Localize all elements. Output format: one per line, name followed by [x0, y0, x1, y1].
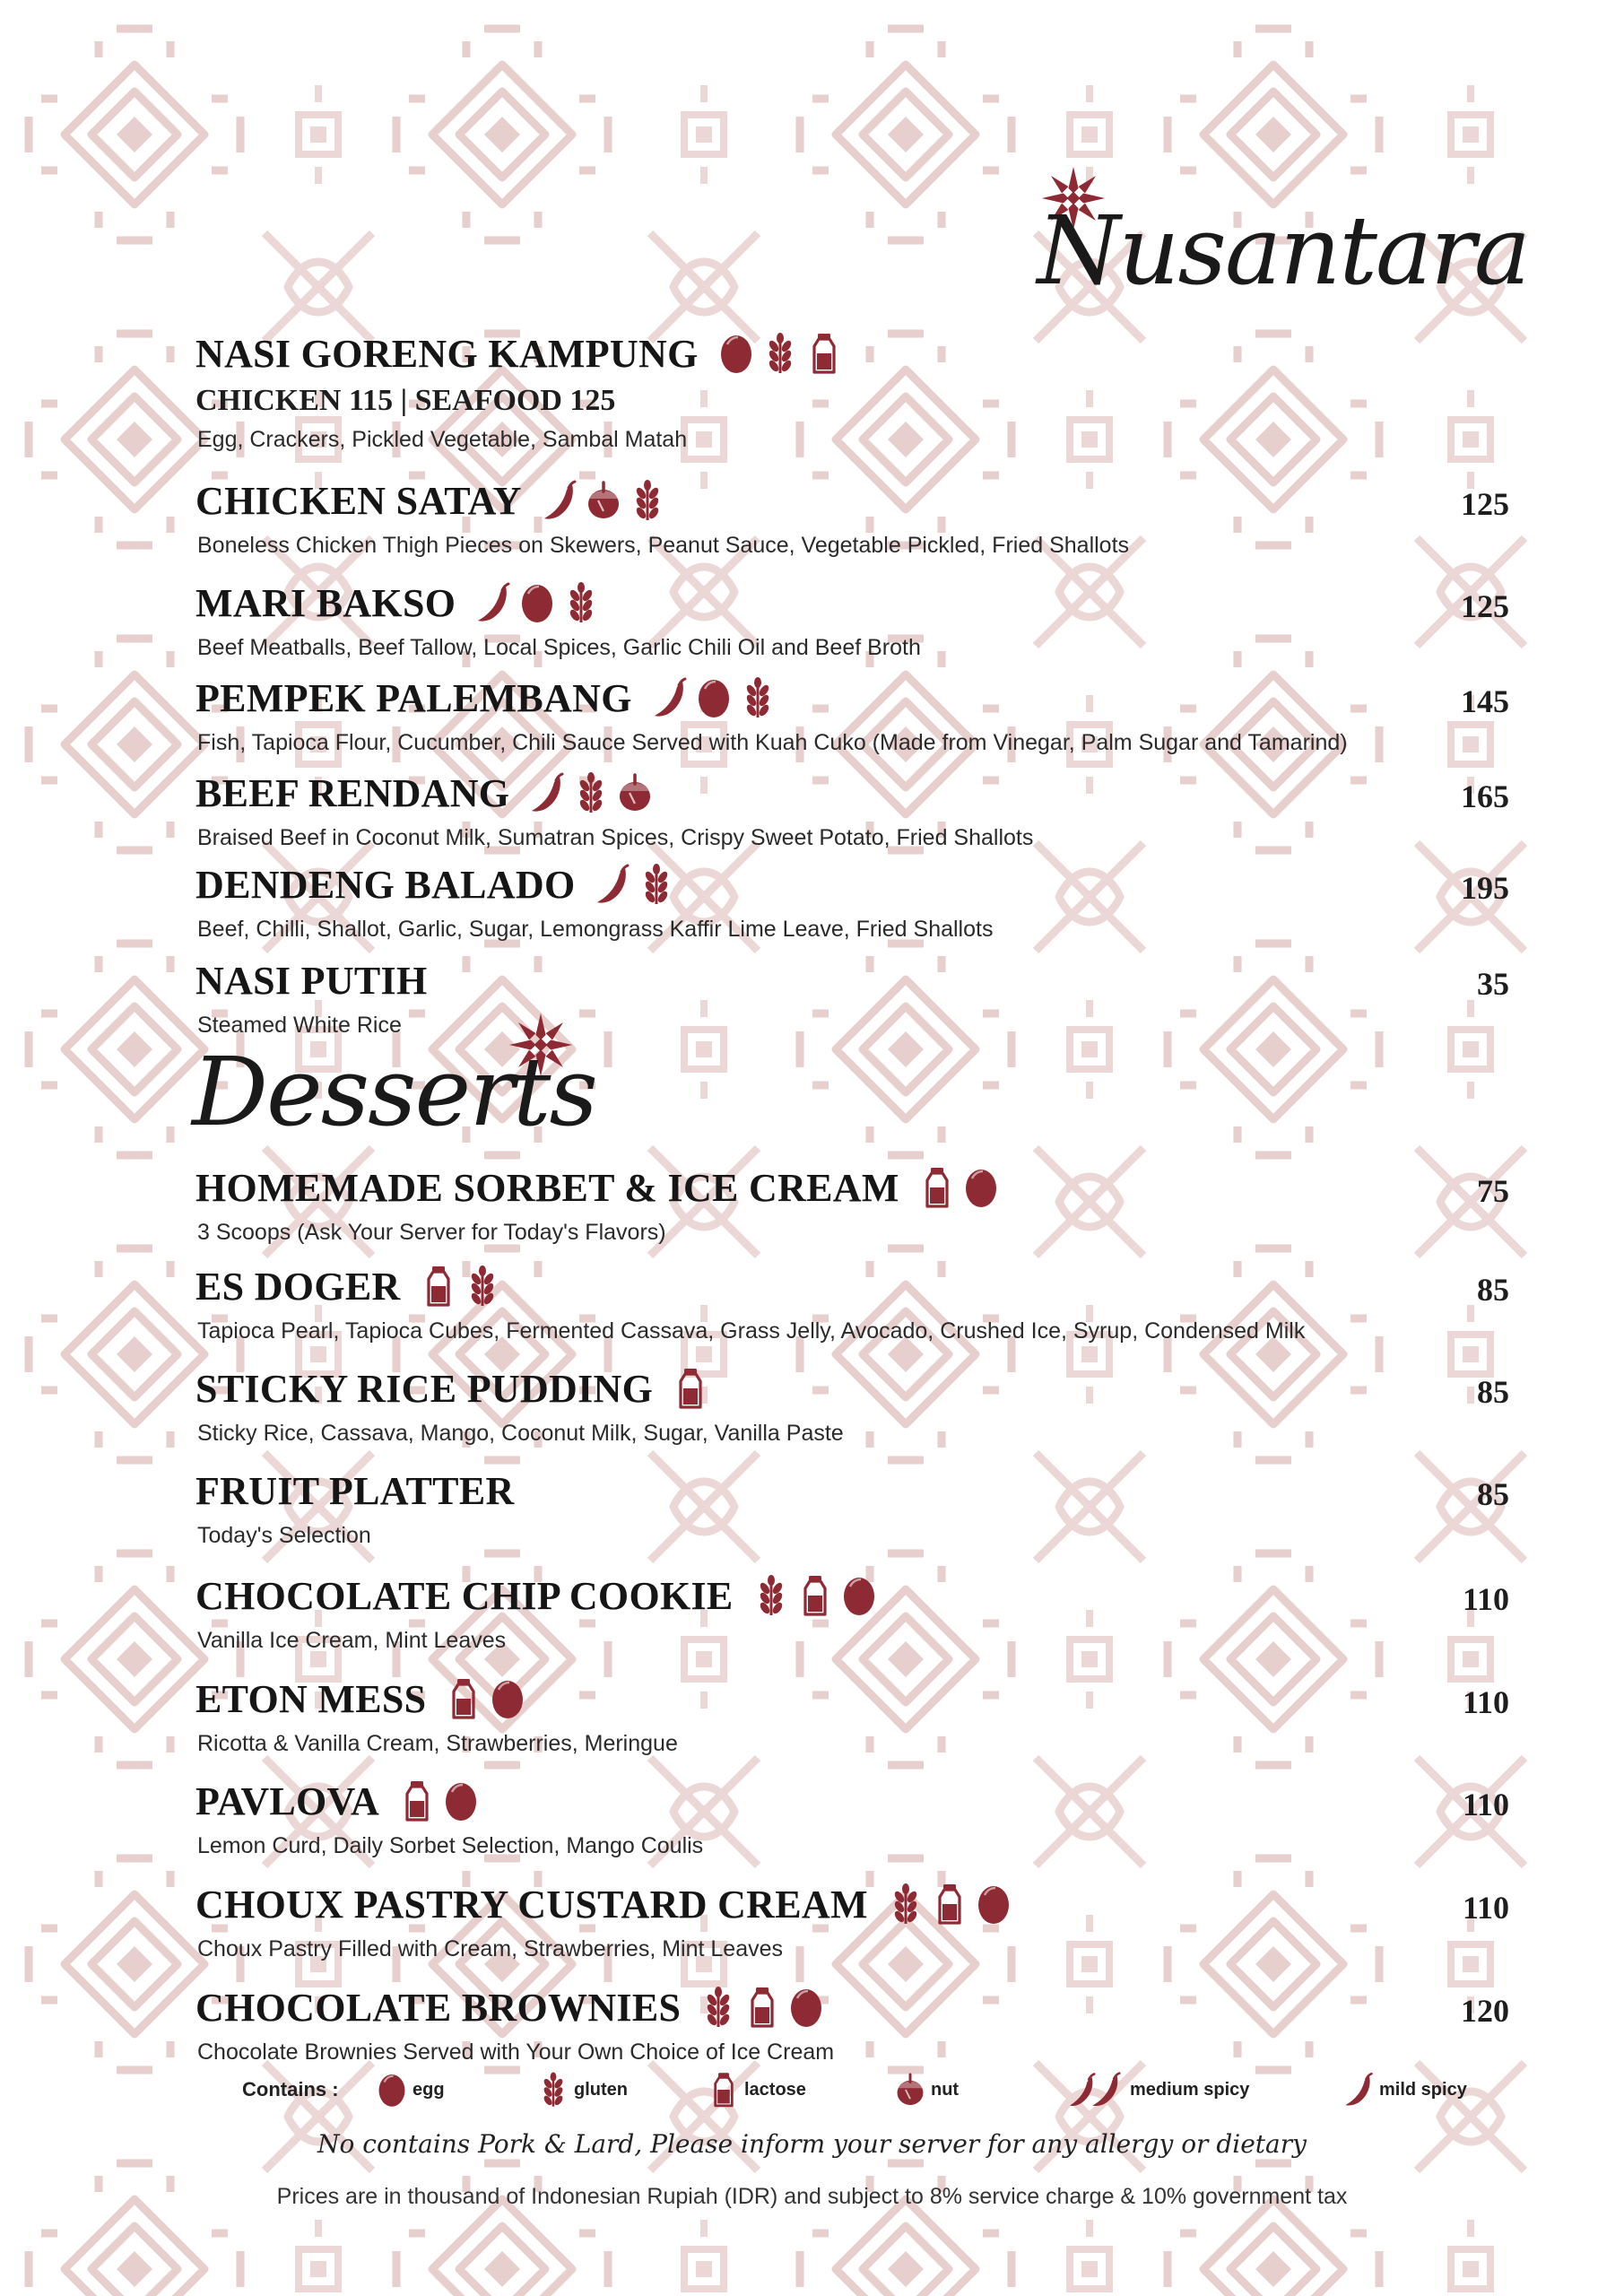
menu-item-description: Boneless Chicken Thigh Pieces on Skewers, Peanut Sauce, Vegetable Pickled, Fried Shallots	[197, 533, 1130, 558]
menu-item-name-text: CHOCOLATE CHIP COOKIE	[195, 1573, 734, 1618]
lactose-icon	[797, 1574, 833, 1617]
legend-item-label: mild spicy	[1379, 2079, 1467, 2100]
menu-item-name-text: PEMPEK PALEMBANG	[195, 675, 632, 720]
menu-item	[0, 957, 1624, 1047]
allergen-icons	[475, 581, 599, 624]
menu-item-name	[195, 770, 653, 816]
menu-item-name	[195, 579, 599, 626]
egg-icon	[718, 332, 754, 375]
lactose-icon	[446, 1677, 482, 1720]
menu-item-name-text: NASI GORENG KAMPUNG	[195, 331, 699, 376]
menu-item-description: Chocolate Brownies Served with Your Own Choice of Ice Cream	[197, 2039, 835, 2065]
menu-item-name-text: PAVLOVA	[195, 1779, 380, 1823]
allergen-icons	[673, 1367, 708, 1410]
menu-item-price: 85	[1477, 1374, 1509, 1410]
menu-item-description: Sticky Rice, Cassava, Mango, Coconut Milk, Sugar, Vanilla Paste	[197, 1421, 844, 1446]
dietary-note: No contains Pork & Lard, Please inform your server for any allergy or dietary	[317, 2129, 1307, 2159]
lactose-icon	[399, 1779, 435, 1822]
menu-item-price: 110	[1462, 1581, 1509, 1617]
menu-item	[0, 1572, 1624, 1662]
menu-item	[0, 674, 1624, 764]
gluten-icon	[573, 771, 609, 814]
menu-item-description: Today's Selection	[197, 1523, 371, 1548]
menu-item-description: Ricotta & Vanilla Cream, Strawberries, Meringue	[197, 1731, 678, 1756]
egg-icon	[696, 676, 732, 719]
menu-item	[0, 1675, 1624, 1765]
menu-item-description: Steamed White Rice	[197, 1013, 402, 1038]
section-title-nusantara: Nusantara	[1037, 196, 1529, 306]
menu-item-description: Egg, Crackers, Pickled Vegetable, Sambal Matah	[197, 427, 688, 452]
menu-item-price: 165	[1461, 778, 1509, 814]
menu-item-description: Vanilla Ice Cream, Mint Leaves	[197, 1628, 507, 1653]
allergen-icons	[888, 1883, 1012, 1926]
menu-item-price: 125	[1461, 588, 1509, 624]
menu-item-name-text: MARI BAKSO	[195, 580, 456, 625]
menu-item-name	[195, 330, 842, 377]
menu-item-price: 85	[1477, 1476, 1509, 1512]
menu-item-description: Lemon Curd, Daily Sorbet Selection, Mango Coulis	[197, 1833, 704, 1858]
menu-item	[0, 770, 1624, 859]
menu-item-description: Beef, Chilli, Shallot, Garlic, Sugar, Lemongrass Kaffir Lime Leave, Fried Shallots	[197, 917, 994, 942]
legend-label: Contains :	[242, 2078, 339, 2100]
allergen-icons	[421, 1265, 500, 1308]
menu-item-name	[195, 957, 428, 1004]
menu-item-description: Braised Beef in Coconut Milk, Sumatran Spices, Crispy Sweet Potato, Fried Shallots	[197, 825, 1034, 850]
lactose-icon	[932, 1883, 968, 1926]
menu-item-price: 110	[1462, 1890, 1509, 1926]
gluten-icon	[740, 676, 776, 719]
menu-item-name	[195, 1881, 1012, 1927]
menu-item-name	[195, 674, 776, 721]
allergen-legend	[242, 2065, 1498, 2115]
menu-item-name	[195, 1984, 824, 2031]
menu-item-name-text: CHOCOLATE BROWNIES	[195, 1985, 682, 2030]
menu-item-price: 35	[1477, 966, 1509, 1002]
allergen-icons	[753, 1574, 877, 1617]
menu-item-name	[195, 1365, 708, 1412]
gluten-icon	[753, 1574, 789, 1617]
nut-icon	[895, 2071, 925, 2109]
section-title-desserts: Desserts	[192, 1037, 596, 1147]
nut-icon	[586, 479, 621, 522]
menu-item-price: 125	[1461, 486, 1509, 522]
allergen-icons	[399, 1779, 479, 1822]
menu-item	[0, 579, 1624, 669]
allergen-icons	[542, 479, 665, 522]
menu-item-description: Choux Pastry Filled with Cream, Strawberries, Mint Leaves	[197, 1936, 784, 1961]
menu-item-description: Tapioca Pearl, Tapioca Cubes, Fermented Cassava, Grass Jelly, Avocado, Crushed Ice, Syrup, Condensed Milk	[197, 1318, 1306, 1344]
nut-icon	[617, 771, 653, 814]
legend-item-label: medium spicy	[1130, 2079, 1250, 2100]
legend-item-mild-spicy	[1343, 2071, 1467, 2109]
menu-item	[0, 1881, 1624, 1970]
menu-item-name	[195, 1263, 500, 1309]
menu-item-description: Fish, Tapioca Flour, Cucumber, Chili Sauce Served with Kuah Cuko (Made from Vinegar, Palm Sugar and Tamarind)	[197, 730, 1348, 755]
gluten-icon	[630, 479, 665, 522]
gluten-icon	[563, 581, 599, 624]
menu-item	[0, 1984, 1624, 2074]
menu-item-name-text: BEEF RENDANG	[195, 770, 510, 815]
menu-item-description: Beef Meatballs, Beef Tallow, Local Spices, Garlic Chili Oil and Beef Broth	[197, 635, 921, 660]
menu-item-name-text: CHOUX PASTRY CUSTARD CREAM	[195, 1882, 868, 1926]
menu-item-name-text: FRUIT PLATTER	[195, 1468, 515, 1513]
menu-item-price: 120	[1461, 1993, 1509, 2029]
legend-item-nut	[895, 2071, 959, 2109]
menu-item-name	[195, 861, 674, 908]
lactose-icon	[919, 1166, 955, 1209]
legend-item-label: egg	[413, 2079, 445, 2100]
mild-spicy-icon	[595, 863, 630, 906]
menu-item-price: 195	[1461, 870, 1509, 906]
legend-item-label: gluten	[574, 2079, 628, 2100]
allergen-icons	[529, 771, 653, 814]
legend-item-gluten	[538, 2071, 628, 2109]
allergen-icons	[595, 863, 674, 906]
legend-item-label: lactose	[744, 2079, 806, 2100]
menu-item	[0, 1778, 1624, 1867]
allergen-icons	[652, 676, 776, 719]
mild-spicy-icon	[529, 771, 565, 814]
legend-item-label: nut	[931, 2079, 960, 2100]
allergen-icons	[919, 1166, 999, 1209]
menu-item-name	[195, 1572, 877, 1619]
menu-item-name	[195, 477, 665, 524]
menu-item-name-text: HOMEMADE SORBET & ICE CREAM	[195, 1165, 899, 1210]
egg-icon	[976, 1883, 1012, 1926]
lactose-icon	[744, 1986, 780, 2029]
mild-spicy-icon	[652, 676, 688, 719]
menu-item-name	[195, 1675, 525, 1722]
mild-spicy-icon	[1343, 2071, 1374, 2109]
gluten-icon	[700, 1986, 736, 2029]
pricing-note: Prices are in thousand of Indonesian Rupiah (IDR) and subject to 8% service charge & 10% government tax	[276, 2184, 1348, 2209]
menu-item-name	[195, 1467, 515, 1514]
egg-icon	[443, 1779, 479, 1822]
menu-item-variant-prices: CHICKEN 115 | SEAFOOD 125	[195, 384, 616, 417]
menu-item-name	[195, 1164, 999, 1211]
menu-item	[0, 1467, 1624, 1557]
menu-item-description: 3 Scoops (Ask Your Server for Today's Flavors)	[197, 1220, 666, 1245]
lactose-icon	[421, 1265, 456, 1308]
menu-item-name-text: CHICKEN SATAY	[195, 478, 522, 523]
menu-item-name-text: ETON MESS	[195, 1676, 427, 1721]
menu-item-price: 145	[1461, 683, 1509, 719]
gluten-icon	[538, 2071, 569, 2109]
allergen-icons	[446, 1677, 525, 1720]
menu-item-price: 110	[1462, 1787, 1509, 1822]
menu-item	[0, 861, 1624, 951]
allergen-icons	[718, 332, 842, 375]
menu-item	[0, 1164, 1624, 1254]
menu-item-name-text: ES DOGER	[195, 1264, 401, 1309]
egg-icon	[490, 1677, 525, 1720]
lactose-icon	[806, 332, 842, 375]
menu-item-price: 75	[1477, 1173, 1509, 1209]
menu-item	[0, 1263, 1624, 1352]
allergen-icons	[700, 1986, 824, 2029]
menu-item-name-text: DENDENG BALADO	[195, 862, 576, 907]
egg-icon	[788, 1986, 824, 2029]
menu-item-name-text: NASI PUTIH	[195, 958, 428, 1003]
menu-item	[0, 330, 1624, 452]
menu-item	[0, 477, 1624, 567]
lactose-icon	[673, 1367, 708, 1410]
gluten-icon	[888, 1883, 924, 1926]
menu-item-price: 85	[1477, 1272, 1509, 1308]
legend-item-egg	[377, 2071, 445, 2109]
gluten-icon	[465, 1265, 500, 1308]
egg-icon	[963, 1166, 999, 1209]
menu-item	[0, 1365, 1624, 1455]
medium-spicy-icon	[1067, 2071, 1125, 2109]
mild-spicy-icon	[475, 581, 511, 624]
menu-item-price: 110	[1462, 1684, 1509, 1720]
gluten-icon	[638, 863, 674, 906]
lactose-icon	[708, 2071, 739, 2109]
menu-item-name	[195, 1778, 479, 1824]
legend-item-lactose	[708, 2071, 806, 2109]
egg-icon	[519, 581, 555, 624]
gluten-icon	[762, 332, 798, 375]
mild-spicy-icon	[542, 479, 578, 522]
egg-icon	[377, 2071, 407, 2109]
egg-icon	[841, 1574, 877, 1617]
legend-item-medium-spicy	[1067, 2071, 1249, 2109]
menu-item-name-text: STICKY RICE PUDDING	[195, 1366, 654, 1411]
